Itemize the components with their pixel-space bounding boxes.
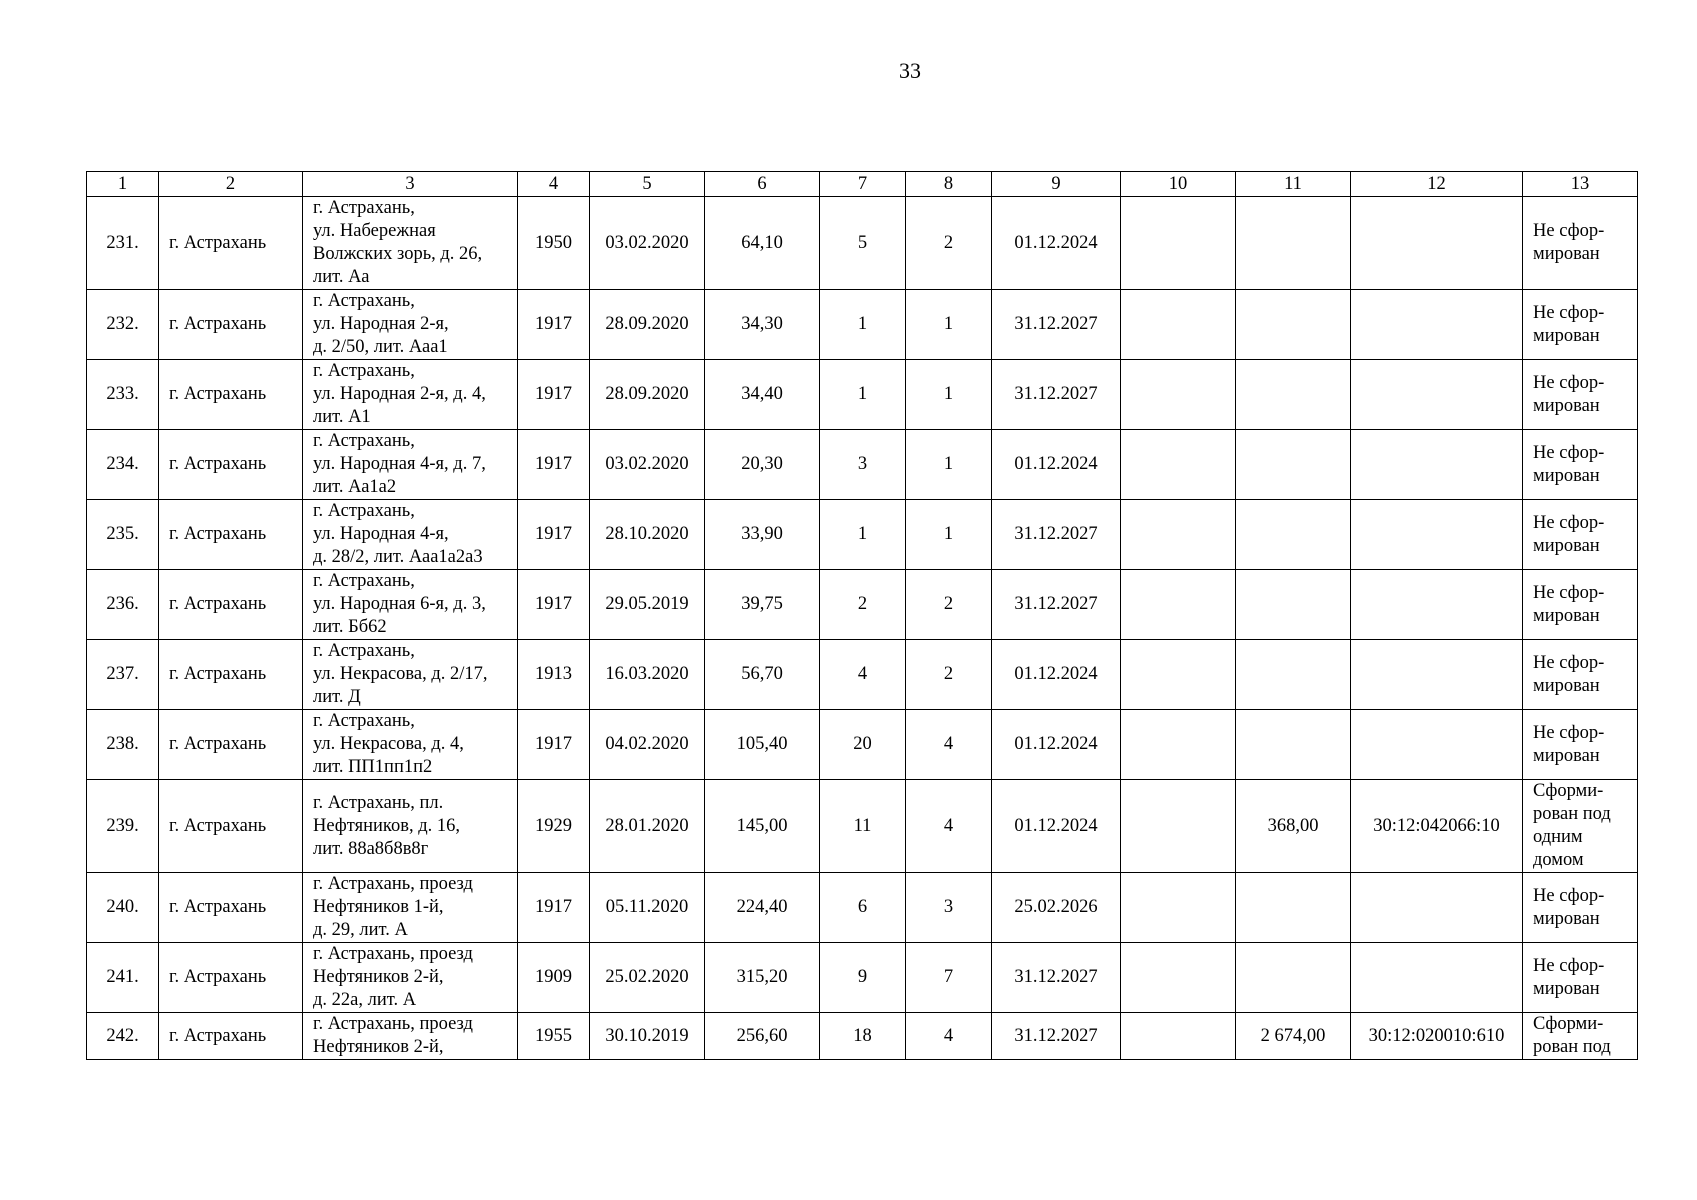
row-number-cell: 237. — [87, 640, 159, 710]
deadline-cell: 31.12.2027 — [992, 943, 1121, 1013]
city-cell: г. Астрахань — [159, 943, 303, 1013]
count-cell: 2 — [906, 570, 992, 640]
status-cell: Не сфор- мирован — [1523, 430, 1638, 500]
year-cell: 1955 — [518, 1013, 590, 1060]
city-cell: г. Астрахань — [159, 500, 303, 570]
land-area-cell — [1236, 360, 1351, 430]
address-cell: г. Астрахань, ул. Народная 4-я, д. 28/2, лит. Ааа1а2а3 — [303, 500, 518, 570]
address-cell: г. Астрахань, пл. Нефтяников, д. 16, лит. 88а8б8в8г — [303, 780, 518, 873]
table-row — [87, 780, 1638, 873]
year-cell: 1913 — [518, 640, 590, 710]
land-area-cell — [1236, 873, 1351, 943]
year-cell: 1917 — [518, 873, 590, 943]
row-number-cell: 232. — [87, 290, 159, 360]
address-cell: г. Астрахань, проезд Нефтяников 2-й, д. 22а, лит. А — [303, 943, 518, 1013]
cadastral-number-cell — [1351, 710, 1523, 780]
empty-cell — [1121, 570, 1236, 640]
empty-cell — [1121, 1013, 1236, 1060]
column-number-header: 9 — [992, 172, 1121, 197]
deadline-cell: 01.12.2024 — [992, 780, 1121, 873]
cadastral-number-cell — [1351, 943, 1523, 1013]
land-area-cell — [1236, 640, 1351, 710]
column-number-header: 5 — [590, 172, 705, 197]
cadastral-number-cell — [1351, 197, 1523, 290]
area-cell: 64,10 — [705, 197, 820, 290]
column-number-header: 6 — [705, 172, 820, 197]
empty-cell — [1121, 430, 1236, 500]
table-row — [87, 197, 1638, 290]
area-cell: 39,75 — [705, 570, 820, 640]
row-number-cell: 238. — [87, 710, 159, 780]
count-cell: 18 — [820, 1013, 906, 1060]
land-area-cell — [1236, 430, 1351, 500]
empty-cell — [1121, 360, 1236, 430]
column-number-header: 2 — [159, 172, 303, 197]
column-number-header: 3 — [303, 172, 518, 197]
count-cell: 5 — [820, 197, 906, 290]
address-cell: г. Астрахань, ул. Народная 2-я, д. 2/50, лит. Ааа1 — [303, 290, 518, 360]
deadline-cell: 31.12.2027 — [992, 290, 1121, 360]
count-cell: 3 — [906, 873, 992, 943]
address-cell: г. Астрахань, ул. Народная 6-я, д. 3, лит. Бб62 — [303, 570, 518, 640]
status-cell: Не сфор- мирован — [1523, 710, 1638, 780]
table-row — [87, 873, 1638, 943]
count-cell: 1 — [906, 500, 992, 570]
cadastral-number-cell — [1351, 360, 1523, 430]
year-cell: 1917 — [518, 500, 590, 570]
land-area-cell — [1236, 290, 1351, 360]
row-number-cell: 235. — [87, 500, 159, 570]
count-cell: 9 — [820, 943, 906, 1013]
date-cell: 30.10.2019 — [590, 1013, 705, 1060]
column-number-header: 10 — [1121, 172, 1236, 197]
deadline-cell: 31.12.2027 — [992, 570, 1121, 640]
city-cell: г. Астрахань — [159, 197, 303, 290]
status-cell: Не сфор- мирован — [1523, 943, 1638, 1013]
cadastral-number-cell: 30:12:042066:10 — [1351, 780, 1523, 873]
count-cell: 2 — [820, 570, 906, 640]
count-cell: 11 — [820, 780, 906, 873]
status-cell: Сформи- рован под — [1523, 1013, 1638, 1060]
date-cell: 03.02.2020 — [590, 430, 705, 500]
year-cell: 1917 — [518, 430, 590, 500]
address-cell: г. Астрахань, ул. Набережная Волжских зорь, д. 26, лит. Аа — [303, 197, 518, 290]
count-cell: 1 — [820, 290, 906, 360]
area-cell: 34,40 — [705, 360, 820, 430]
table-row — [87, 943, 1638, 1013]
table-row — [87, 640, 1638, 710]
column-number-header: 12 — [1351, 172, 1523, 197]
cadastral-number-cell — [1351, 290, 1523, 360]
date-cell: 04.02.2020 — [590, 710, 705, 780]
land-area-cell — [1236, 943, 1351, 1013]
count-cell: 3 — [820, 430, 906, 500]
empty-cell — [1121, 640, 1236, 710]
city-cell: г. Астрахань — [159, 430, 303, 500]
cadastral-number-cell — [1351, 570, 1523, 640]
cadastral-number-cell — [1351, 430, 1523, 500]
area-cell: 224,40 — [705, 873, 820, 943]
address-cell: г. Астрахань, ул. Некрасова, д. 2/17, лит. Д — [303, 640, 518, 710]
year-cell: 1917 — [518, 290, 590, 360]
status-cell: Не сфор- мирован — [1523, 640, 1638, 710]
table-row — [87, 360, 1638, 430]
deadline-cell: 01.12.2024 — [992, 710, 1121, 780]
city-cell: г. Астрахань — [159, 290, 303, 360]
table-row — [87, 430, 1638, 500]
count-cell: 4 — [906, 780, 992, 873]
cadastral-number-cell — [1351, 500, 1523, 570]
table-row — [87, 710, 1638, 780]
status-cell: Не сфор- мирован — [1523, 360, 1638, 430]
address-cell: г. Астрахань, ул. Народная 4-я, д. 7, лит. Аа1а2 — [303, 430, 518, 500]
page-number: 33 — [899, 58, 921, 83]
status-cell: Сформи- рован под одним домом — [1523, 780, 1638, 873]
address-cell: г. Астрахань, проезд Нефтяников 1-й, д. 29, лит. А — [303, 873, 518, 943]
status-cell: Не сфор- мирован — [1523, 570, 1638, 640]
land-area-cell — [1236, 500, 1351, 570]
row-number-cell: 241. — [87, 943, 159, 1013]
city-cell: г. Астрахань — [159, 873, 303, 943]
year-cell: 1950 — [518, 197, 590, 290]
city-cell: г. Астрахань — [159, 1013, 303, 1060]
land-area-cell: 368,00 — [1236, 780, 1351, 873]
cadastral-number-cell — [1351, 640, 1523, 710]
empty-cell — [1121, 780, 1236, 873]
area-cell: 256,60 — [705, 1013, 820, 1060]
count-cell: 7 — [906, 943, 992, 1013]
date-cell: 05.11.2020 — [590, 873, 705, 943]
count-cell: 1 — [820, 500, 906, 570]
cadastral-number-cell — [1351, 873, 1523, 943]
deadline-cell: 01.12.2024 — [992, 640, 1121, 710]
date-cell: 28.01.2020 — [590, 780, 705, 873]
table-row — [87, 500, 1638, 570]
status-cell: Не сфор- мирован — [1523, 500, 1638, 570]
row-number-cell: 236. — [87, 570, 159, 640]
empty-cell — [1121, 197, 1236, 290]
count-cell: 20 — [820, 710, 906, 780]
area-cell: 145,00 — [705, 780, 820, 873]
table-row — [87, 1013, 1638, 1060]
deadline-cell: 25.02.2026 — [992, 873, 1121, 943]
empty-cell — [1121, 710, 1236, 780]
column-number-header: 13 — [1523, 172, 1638, 197]
empty-cell — [1121, 290, 1236, 360]
status-cell: Не сфор- мирован — [1523, 197, 1638, 290]
column-number-row — [87, 172, 1638, 197]
date-cell: 28.10.2020 — [590, 500, 705, 570]
row-number-cell: 234. — [87, 430, 159, 500]
city-cell: г. Астрахань — [159, 640, 303, 710]
date-cell: 28.09.2020 — [590, 360, 705, 430]
empty-cell — [1121, 500, 1236, 570]
year-cell: 1917 — [518, 360, 590, 430]
city-cell: г. Астрахань — [159, 710, 303, 780]
column-number-header: 7 — [820, 172, 906, 197]
area-cell: 20,30 — [705, 430, 820, 500]
cadastral-number-cell: 30:12:020010:610 — [1351, 1013, 1523, 1060]
city-cell: г. Астрахань — [159, 570, 303, 640]
column-number-header: 4 — [518, 172, 590, 197]
count-cell: 4 — [820, 640, 906, 710]
count-cell: 4 — [906, 710, 992, 780]
land-area-cell — [1236, 710, 1351, 780]
housing-registry-table — [86, 171, 1638, 1060]
area-cell: 56,70 — [705, 640, 820, 710]
city-cell: г. Астрахань — [159, 780, 303, 873]
year-cell: 1929 — [518, 780, 590, 873]
area-cell: 315,20 — [705, 943, 820, 1013]
row-number-cell: 240. — [87, 873, 159, 943]
count-cell: 4 — [906, 1013, 992, 1060]
table-row — [87, 290, 1638, 360]
land-area-cell — [1236, 197, 1351, 290]
deadline-cell: 31.12.2027 — [992, 360, 1121, 430]
table-row — [87, 570, 1638, 640]
date-cell: 16.03.2020 — [590, 640, 705, 710]
date-cell: 29.05.2019 — [590, 570, 705, 640]
year-cell: 1917 — [518, 710, 590, 780]
deadline-cell: 01.12.2024 — [992, 430, 1121, 500]
area-cell: 34,30 — [705, 290, 820, 360]
row-number-cell: 231. — [87, 197, 159, 290]
address-cell: г. Астрахань, ул. Народная 2-я, д. 4, лит. А1 — [303, 360, 518, 430]
date-cell: 03.02.2020 — [590, 197, 705, 290]
address-cell: г. Астрахань, ул. Некрасова, д. 4, лит. ПП1пп1п2 — [303, 710, 518, 780]
city-cell: г. Астрахань — [159, 360, 303, 430]
count-cell: 1 — [906, 360, 992, 430]
address-cell: г. Астрахань, проезд Нефтяников 2-й, — [303, 1013, 518, 1060]
column-number-header: 1 — [87, 172, 159, 197]
column-number-header: 11 — [1236, 172, 1351, 197]
status-cell: Не сфор- мирован — [1523, 290, 1638, 360]
year-cell: 1917 — [518, 570, 590, 640]
count-cell: 1 — [906, 290, 992, 360]
area-cell: 33,90 — [705, 500, 820, 570]
area-cell: 105,40 — [705, 710, 820, 780]
column-number-header: 8 — [906, 172, 992, 197]
status-cell: Не сфор- мирован — [1523, 873, 1638, 943]
deadline-cell: 31.12.2027 — [992, 1013, 1121, 1060]
land-area-cell: 2 674,00 — [1236, 1013, 1351, 1060]
date-cell: 25.02.2020 — [590, 943, 705, 1013]
count-cell: 2 — [906, 640, 992, 710]
empty-cell — [1121, 873, 1236, 943]
row-number-cell: 233. — [87, 360, 159, 430]
deadline-cell: 01.12.2024 — [992, 197, 1121, 290]
count-cell: 1 — [906, 430, 992, 500]
count-cell: 6 — [820, 873, 906, 943]
date-cell: 28.09.2020 — [590, 290, 705, 360]
count-cell: 1 — [820, 360, 906, 430]
row-number-cell: 239. — [87, 780, 159, 873]
row-number-cell: 242. — [87, 1013, 159, 1060]
land-area-cell — [1236, 570, 1351, 640]
empty-cell — [1121, 943, 1236, 1013]
deadline-cell: 31.12.2027 — [992, 500, 1121, 570]
count-cell: 2 — [906, 197, 992, 290]
year-cell: 1909 — [518, 943, 590, 1013]
